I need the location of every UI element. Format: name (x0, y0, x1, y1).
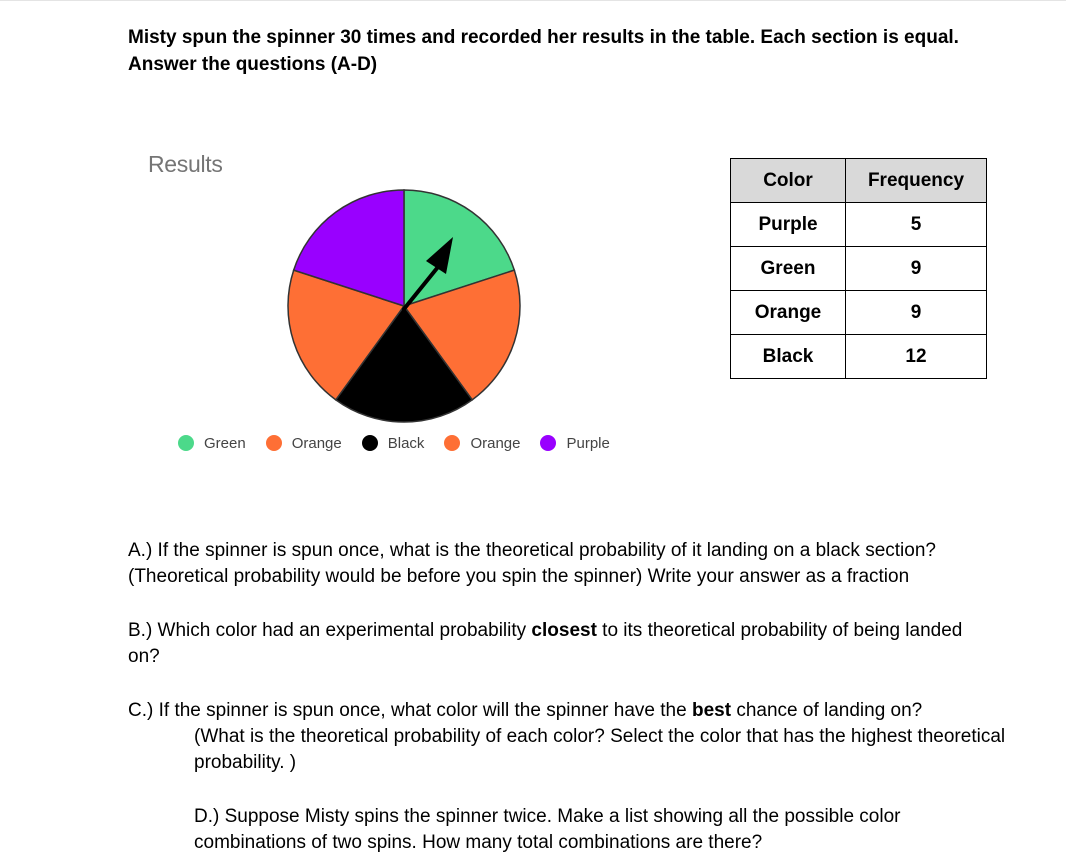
chart-legend (178, 432, 630, 454)
question-a (128, 538, 1028, 590)
page-top-edge (0, 0, 1066, 1)
legend-swatch (362, 435, 378, 451)
legend-item (362, 435, 425, 452)
question-c (128, 698, 1028, 776)
legend-swatch (444, 435, 460, 451)
question-a-line2: (Theoretical probability would be before you spin the spinner) Write your answer as a fraction (128, 566, 910, 587)
legend-label: Orange (470, 434, 521, 452)
question-c-note: (What is the theoretical probability of each color? Select the color that has the highest theoretical probability. ) (194, 726, 1006, 773)
legend-item (444, 435, 520, 452)
legend-label: Black (387, 434, 425, 452)
legend-swatch (266, 435, 282, 451)
table-row (731, 291, 987, 335)
legend-swatch (178, 435, 194, 451)
question-b (128, 618, 988, 670)
cell-frequency: 9 (846, 291, 987, 335)
table-row (731, 247, 987, 291)
intro-text: Misty spun the spinner 30 times and recorded her results in the table. Each section is equal. Answer the questions (A-D) (128, 27, 959, 75)
question-c-text: C.) If the spinner is spun once, what color will the spinner have the (128, 700, 692, 721)
table-row (731, 335, 987, 379)
question-d: D.) Suppose Misty spins the spinner twice. Make a list showing all the possible color combinations of two spins. How many total combinations are there? (194, 806, 901, 853)
question-b-emphasis: closest (531, 620, 597, 641)
cell-color: Orange (731, 291, 846, 335)
header-frequency: Frequency (846, 159, 987, 203)
chart-title: Results (148, 151, 223, 177)
question-b-text: B.) Which color had an experimental probability (128, 620, 532, 641)
cell-frequency: 5 (846, 203, 987, 247)
question-c-text-end: chance of landing on? (731, 700, 923, 721)
cell-frequency: 12 (846, 335, 987, 379)
legend-item (266, 435, 342, 452)
cell-color: Green (731, 247, 846, 291)
legend-label: Green (204, 434, 246, 452)
legend-swatch (540, 435, 556, 451)
legend-label: Purple (566, 434, 610, 452)
legend-label: Orange (291, 434, 342, 452)
table-row (731, 203, 987, 247)
frequency-table (730, 158, 987, 379)
legend-item (178, 435, 246, 452)
table-header-row (731, 159, 987, 203)
header-color: Color (731, 159, 846, 203)
legend-item (540, 435, 609, 452)
cell-color: Black (731, 335, 846, 379)
question-c-emphasis: best (691, 700, 732, 721)
spinner-pie-chart (276, 182, 532, 438)
question-a-line1: A.) If the spinner is spun once, what is the theoretical probability of it landing on a black section? (128, 540, 936, 561)
question-b-text-end: to its theoretical probability of being landed on? (128, 620, 963, 667)
cell-frequency: 9 (846, 247, 987, 291)
cell-color: Purple (731, 203, 846, 247)
